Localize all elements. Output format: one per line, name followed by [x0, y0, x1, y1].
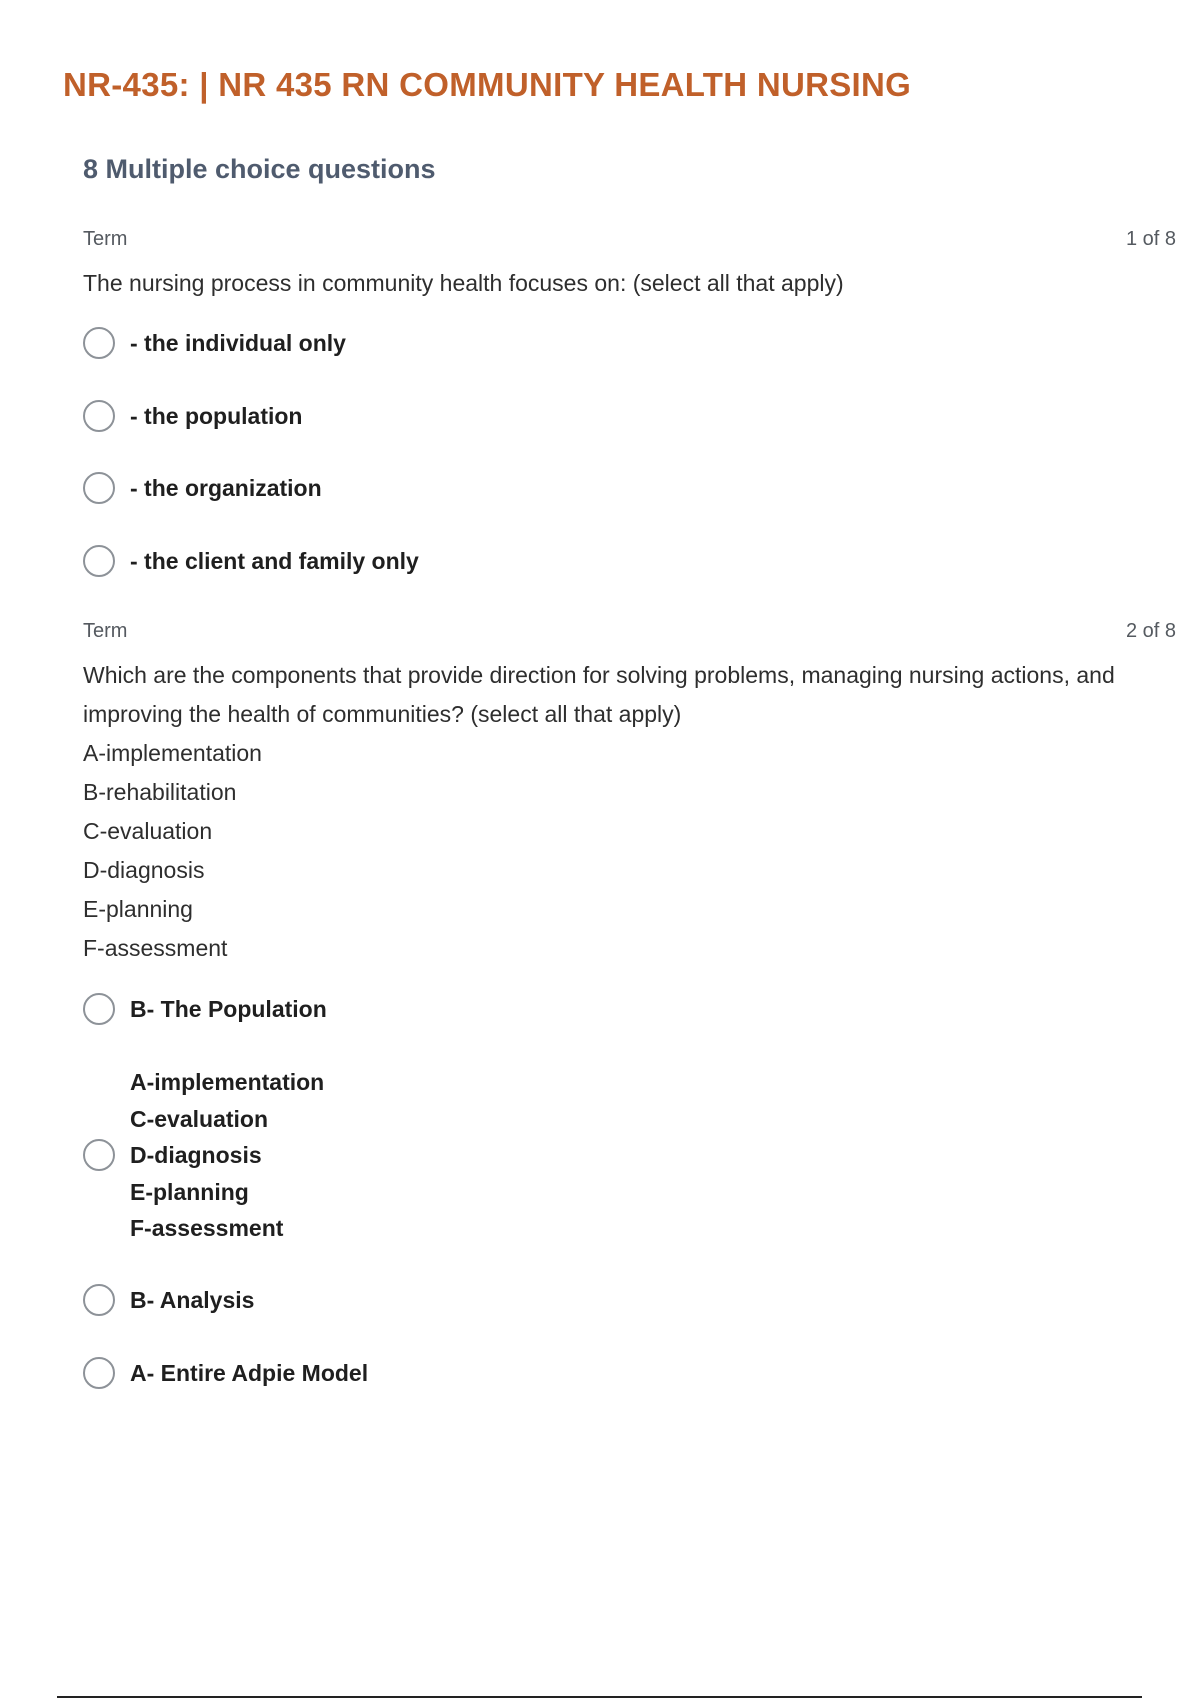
list-item: A-implementation	[83, 740, 262, 766]
answer-option-line: A-implementation	[130, 1069, 325, 1095]
answer-option-line: C-evaluation	[130, 1105, 269, 1132]
question-counter: 1 of 8	[1125, 228, 1176, 250]
document-title: NR-435: | NR 435 RN COMMUNITY HEALTH NURSING	[63, 66, 912, 103]
answer-option-label	[130, 1064, 324, 1247]
answer-option-4[interactable]	[83, 545, 419, 577]
term-label: Term	[83, 228, 128, 250]
radio-icon[interactable]	[83, 472, 115, 504]
footer-divider	[57, 1696, 1142, 1698]
answer-option-2[interactable]	[83, 400, 302, 432]
answer-option-label: - the client and family only	[130, 547, 419, 574]
question-text: The nursing process in community health focuses on: (select all that apply)	[83, 270, 844, 296]
answer-option-1[interactable]	[83, 327, 346, 359]
radio-icon[interactable]	[83, 327, 115, 359]
answer-option-2[interactable]	[83, 1064, 324, 1247]
answer-option-4[interactable]	[83, 1357, 368, 1389]
radio-icon[interactable]	[83, 545, 115, 577]
question-2	[83, 620, 1176, 968]
radio-icon[interactable]	[83, 993, 115, 1025]
list-item: B-rehabilitation	[83, 779, 237, 805]
radio-icon[interactable]	[83, 1357, 115, 1389]
term-label: Term	[83, 620, 128, 642]
answer-option-line: E-planning	[130, 1178, 249, 1205]
answer-option-label: - the population	[130, 402, 303, 429]
answer-option-label: B- The Population	[130, 995, 327, 1022]
answer-option-1[interactable]	[83, 993, 327, 1025]
answer-option-3[interactable]	[83, 472, 322, 504]
list-item: D-diagnosis	[83, 857, 205, 883]
answer-option-label: B- Analysis	[130, 1286, 255, 1313]
radio-icon[interactable]	[83, 1284, 115, 1316]
radio-icon[interactable]	[83, 400, 115, 432]
answer-option-label: - the individual only	[130, 329, 346, 356]
list-item: E-planning	[83, 896, 193, 922]
question-1	[83, 228, 1176, 303]
list-item: C-evaluation	[83, 818, 213, 844]
answer-option-label: - the organization	[130, 474, 322, 501]
answer-option-line: F-assessment	[130, 1215, 284, 1241]
answer-option-3[interactable]	[83, 1284, 254, 1316]
answer-option-line: D-diagnosis	[130, 1142, 262, 1168]
question-count-heading: 8 Multiple choice questions	[83, 154, 436, 184]
question-text: Which are the components that provide direction for solving problems, managing nursing actions, and improving the health of communities? (select all that apply)	[83, 662, 1115, 727]
radio-icon[interactable]	[83, 1139, 115, 1171]
answer-option-label: A- Entire Adpie Model	[130, 1359, 369, 1386]
list-item: F-assessment	[83, 935, 228, 961]
component-list	[83, 734, 1176, 968]
question-counter: 2 of 8	[1125, 620, 1176, 642]
